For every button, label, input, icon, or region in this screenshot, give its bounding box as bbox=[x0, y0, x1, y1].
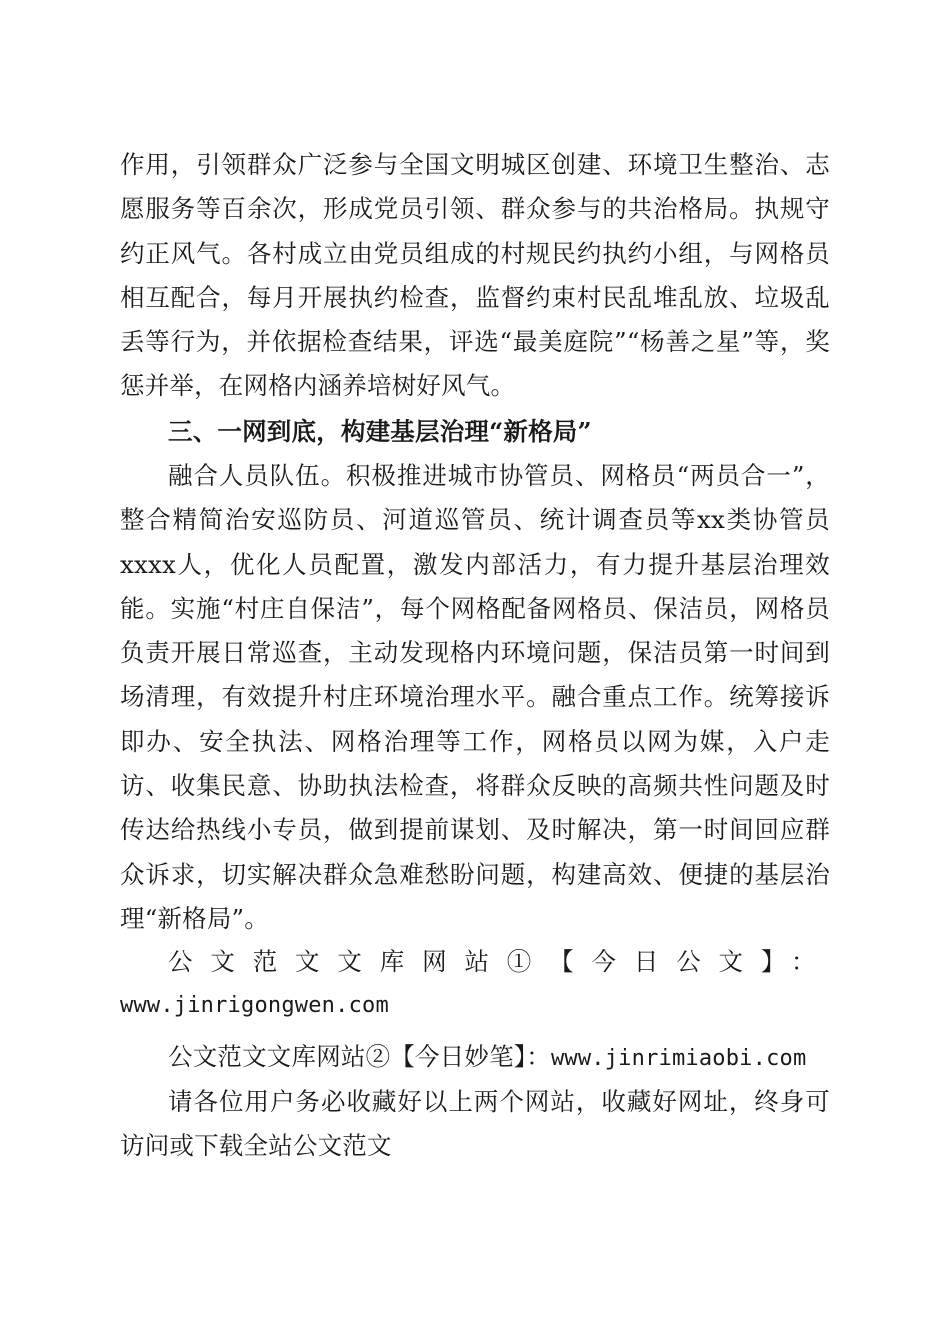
notice-paragraph: 请各位用户务必收藏好以上两个网站，收藏好网址，终身可访问或下载全站公文范文 bbox=[120, 1087, 830, 1161]
section-heading: 三、一网到底，构建基层治理“新格局” bbox=[168, 417, 592, 446]
body-paragraph: 作用，引领群众广泛参与全国文明城区创建、环境卫生整治、志愿服务等百余次，形成党员引领、群众参与的共治格局。执规守约正风气。各村成立由党员组成的村规民约执约小组，与网格员相互配合，每月开展执约检查，监督约束村民乱堆乱放、垃圾乱丢等行为，并依据检查结果，评选“最美庭院”“杨善之星”等，奖惩并举，在网格内涵养培树好风气。 bbox=[120, 150, 830, 401]
website-2-label: 公文范文文库网站②【今日妙笔】： bbox=[168, 1042, 551, 1071]
body-paragraph: 融合人员队伍。积极推进城市协管员、网格员“两员合一”，整合精简治安巡防员、河道巡管员、统计调查员等xx类协管员xxxx人，优化人员配置，激发内部活力，有力提升基层治理效能。实施“村庄自保洁”，每个网格配备网格员、保洁员，网格员负责开展日常巡查，主动发现格内环境问题，保洁员第一时间到场清理，有效提升村庄环境治理水平。融合重点工作。统筹接诉即办、安全执法、网格治理等工作，网格员以网为媒，入户走访、收集民意、协助执法检查，将群众反映的高频共性问题及时传达给热线小专员，做到提前谋划、及时解决，第一时间回应群众诉求，切实解决群众急难愁盼问题，构建高效、便捷的基层治理“新格局”。 bbox=[120, 461, 830, 933]
website-1-label: 公文范文文库网站①【今日公文】： bbox=[168, 947, 830, 976]
website-1-url[interactable]: www.jinrigongwen.com bbox=[120, 993, 389, 1019]
website-2-line bbox=[120, 1035, 830, 1081]
website-1-line bbox=[120, 940, 830, 1029]
website-2-url[interactable]: www.jinrimiaobi.com bbox=[550, 1046, 807, 1071]
